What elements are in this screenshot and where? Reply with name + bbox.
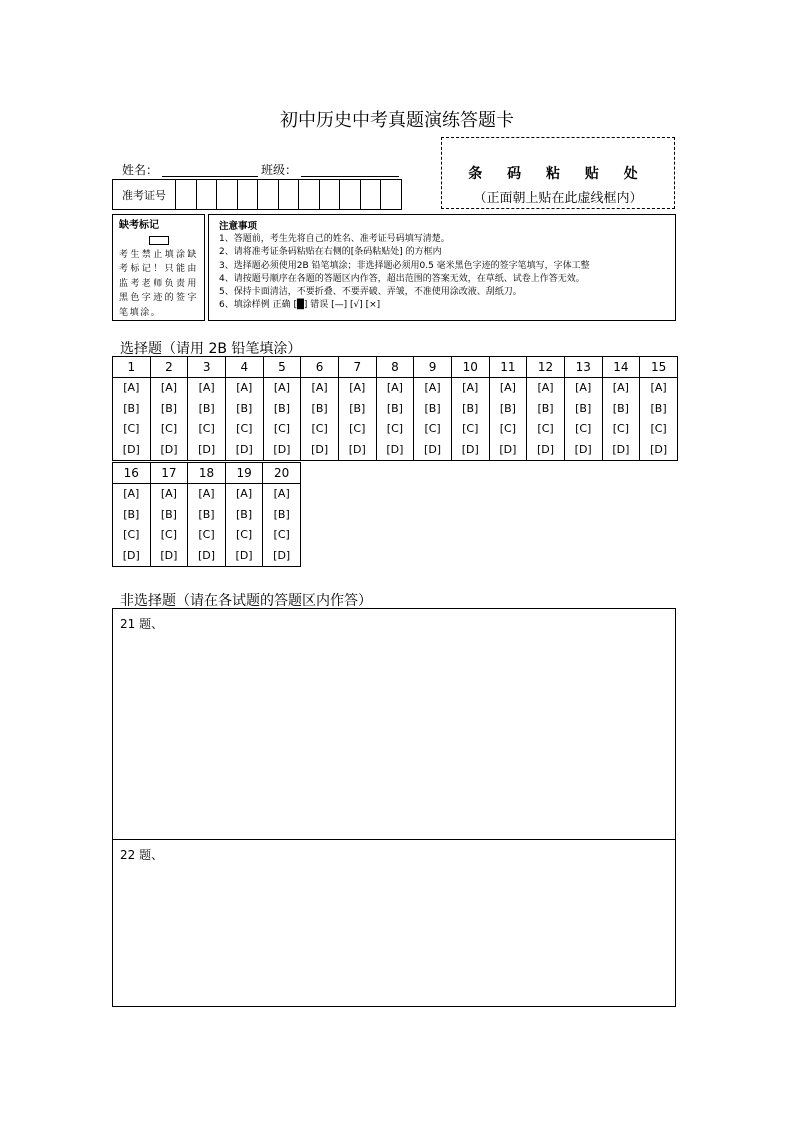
answer-bubble[interactable]: [A] (123, 487, 140, 500)
name-field[interactable] (162, 162, 258, 177)
answer-bubble[interactable]: [D] (197, 548, 216, 562)
answer-bubble[interactable]: [C] (235, 528, 253, 541)
answer-bubble[interactable]: [B] (160, 507, 177, 521)
class-field[interactable] (301, 162, 399, 177)
option-cell (150, 378, 188, 461)
option-cell (564, 378, 602, 461)
barcode-title: 条 码 粘 贴 处 (468, 166, 648, 182)
note-item: 6、填涂样例 正确 [█] 错误 [—] [√] [×] (219, 300, 381, 311)
answer-bubble[interactable]: [B] (198, 401, 215, 415)
class-label: 班级： (261, 163, 298, 177)
answer-bubble[interactable]: [C] (273, 422, 291, 435)
answer-bubble[interactable]: [D] (198, 442, 216, 456)
option-cell (188, 484, 226, 567)
question-number: 6 (301, 357, 339, 378)
answer-bubble[interactable]: [A] (236, 381, 253, 394)
question-number: 2 (150, 357, 188, 378)
answer-bubble[interactable]: [D] (311, 442, 329, 456)
answer-bubble[interactable]: [C] (123, 528, 140, 541)
question-number: 18 (188, 463, 226, 484)
question-number: 14 (602, 357, 640, 378)
name-label: 姓名： (122, 163, 159, 177)
missing-mark-checkbox[interactable] (149, 236, 169, 245)
answer-bubble[interactable]: [A] (462, 381, 479, 394)
option-cell (489, 378, 527, 461)
answer-bubble[interactable]: [A] (424, 381, 441, 394)
exam-id-cell[interactable] (197, 180, 218, 209)
answer-bubble[interactable]: [C] (198, 422, 215, 435)
answer-bubble[interactable]: [C] (612, 422, 629, 435)
exam-id-cell[interactable] (381, 180, 401, 209)
question-number: 10 (451, 357, 489, 378)
option-cell (640, 378, 678, 461)
answer-bubble[interactable]: [D] (574, 442, 592, 456)
question-number: 13 (564, 357, 602, 378)
answer-bubble[interactable]: [B] (386, 401, 403, 415)
question-number: 8 (376, 357, 414, 378)
answer-bubble[interactable]: [A] (273, 381, 290, 394)
barcode-subtitle: （正面朝上贴在此虚线框内） (473, 191, 643, 206)
answer-bubble[interactable]: [C] (198, 528, 215, 541)
question-number: 1 (113, 357, 151, 378)
answer-bubble[interactable]: [D] (650, 442, 668, 456)
option-cell (301, 378, 339, 461)
option-cell (113, 484, 151, 567)
answer-bubble[interactable]: [D] (386, 442, 404, 456)
answer-bubble[interactable]: [A] (575, 381, 592, 394)
missing-mark-heading: 缺考标记 (119, 220, 159, 231)
answer-bubble[interactable]: [B] (650, 401, 667, 415)
answer-bubble[interactable]: [B] (236, 507, 253, 521)
answer-bubble[interactable]: [D] (461, 442, 479, 456)
answer-bubble[interactable]: [A] (198, 381, 215, 394)
question-22-label: 22 题、 (120, 848, 164, 862)
option-cell (602, 378, 640, 461)
exam-id-cell[interactable] (279, 180, 300, 209)
answer-bubble[interactable]: [C] (499, 422, 517, 435)
choice-grid-2 (112, 462, 301, 567)
answer-bubble[interactable]: [C] (575, 422, 592, 435)
question-number: 7 (338, 357, 376, 378)
option-cell (527, 378, 565, 461)
answer-bubble[interactable]: [C] (123, 422, 140, 435)
exam-id-cell[interactable] (340, 180, 361, 209)
answer-bubble[interactable]: [C] (650, 422, 667, 435)
answer-bubble[interactable]: [D] (273, 442, 291, 456)
exam-id-cell[interactable] (361, 180, 382, 209)
option-cell (414, 378, 452, 461)
option-cell (188, 378, 226, 461)
answer-bubble[interactable]: [A] (123, 381, 140, 394)
note-item: 5、保持卡面清洁，不要折叠、不要弄破、弄皱，不准使用涂改液、刮纸刀。 (219, 287, 522, 298)
answer-bubble[interactable]: [A] (349, 381, 366, 394)
answer-bubble[interactable]: [D] (160, 442, 178, 456)
question-number: 5 (263, 357, 301, 378)
answer-bubble[interactable]: [C] (462, 422, 479, 435)
question-21-label: 21 题、 (120, 617, 164, 631)
answer-bubble[interactable]: [B] (537, 401, 554, 415)
answer-bubble[interactable]: [C] (236, 422, 253, 435)
answer-bubble[interactable]: [C] (311, 422, 328, 435)
question-number: 16 (113, 463, 151, 484)
barcode-area (441, 137, 675, 209)
note-item: 3、选择题必须使用2B 铅笔填涂；非选择题必须用0.5 毫米黑色字迹的签字笔填写，字体工整 (219, 260, 590, 271)
answer-bubble[interactable]: [D] (273, 548, 291, 562)
answer-bubble[interactable]: [B] (462, 401, 479, 415)
answer-bubble[interactable]: [A] (160, 487, 177, 500)
missing-mark-box (112, 214, 205, 321)
missing-mark-text: 考生禁止填涂缺考标记！只能由监考老师负责用黑色字迹的签字笔填涂。 (119, 249, 198, 318)
option-cell (338, 378, 376, 461)
answer-bubble[interactable]: [B] (273, 401, 291, 415)
option-cell (113, 378, 151, 461)
exam-id-cell[interactable] (217, 180, 238, 209)
option-cell (225, 378, 263, 461)
answer-bubble[interactable]: [A] (650, 381, 667, 394)
exam-id-cell[interactable] (176, 180, 197, 209)
exam-id-cell[interactable] (238, 180, 259, 209)
answer-bubble[interactable]: [B] (499, 401, 516, 415)
question-number: 3 (188, 357, 226, 378)
option-cell (263, 484, 301, 567)
exam-id-cell[interactable] (299, 180, 320, 209)
answer-bubble[interactable]: [C] (160, 422, 178, 435)
answer-bubble[interactable]: [B] (575, 401, 592, 415)
answer-bubble[interactable]: [D] (424, 442, 442, 456)
answer-bubble[interactable]: [A] (198, 487, 215, 500)
answer-bubble[interactable]: [A] (537, 381, 554, 394)
answer-bubble[interactable]: [D] (612, 442, 630, 456)
answer-bubble[interactable]: [D] (122, 548, 140, 562)
answer-bubble[interactable]: [D] (537, 442, 555, 456)
choice-section-title: 选择题（请用 2B 铅笔填涂） (120, 341, 302, 357)
question-number: 20 (263, 463, 301, 484)
nonchoice-section-title: 非选择题（请在各试题的答题区内作答） (120, 593, 372, 609)
note-item: 4、请按题号顺序在各题的答题区内作答，超出范围的答案无效，在草纸、试卷上作答无效。 (219, 273, 585, 284)
answer-bubble[interactable]: [B] (123, 507, 140, 521)
answer-bubble[interactable]: [B] (236, 401, 253, 415)
answer-bubble[interactable]: [D] (499, 442, 517, 456)
answer-bubble[interactable]: [A] (499, 381, 516, 394)
answer-bubble[interactable]: [D] (235, 442, 253, 456)
answer-bubble[interactable]: [C] (386, 422, 404, 435)
note-item: 2、请将准考证条码粘贴在右侧的[条码粘贴处] 的方框内 (219, 247, 442, 258)
exam-id-box (112, 179, 402, 210)
answer-bubble[interactable]: [A] (236, 487, 253, 500)
answer-bubble[interactable]: [D] (160, 548, 178, 562)
answer-bubble[interactable]: [A] (386, 381, 403, 394)
answer-bubble[interactable]: [C] (537, 422, 554, 435)
option-cell (225, 484, 263, 567)
option-cell (451, 378, 489, 461)
answer-bubble[interactable]: [B] (311, 401, 328, 415)
answer-bubble[interactable]: [A] (311, 381, 328, 394)
option-cell (263, 378, 301, 461)
answer-bubble[interactable]: [B] (198, 507, 215, 521)
answer-bubble[interactable]: [D] (122, 442, 140, 456)
question-number: 9 (414, 357, 452, 378)
answer-bubble[interactable]: [B] (612, 401, 629, 415)
notes-box (208, 214, 676, 321)
notes-heading: 注意事项 (219, 221, 258, 232)
answer-area-21[interactable] (112, 608, 676, 840)
question-number: 17 (150, 463, 188, 484)
note-item: 1、答题前，考生先将自己的姓名、准考证号码填写清楚。 (219, 234, 450, 245)
answer-bubble[interactable]: [B] (424, 401, 441, 415)
answer-area-22[interactable] (112, 839, 676, 1007)
answer-bubble[interactable]: [B] (160, 401, 178, 415)
answer-bubble[interactable]: [C] (349, 422, 366, 435)
exam-id-cell[interactable] (258, 180, 279, 209)
question-number: 19 (225, 463, 263, 484)
answer-bubble[interactable]: [D] (235, 548, 253, 562)
answer-bubble[interactable]: [A] (612, 381, 629, 394)
choice-grid-1 (112, 356, 678, 461)
answer-bubble[interactable]: [A] (160, 381, 178, 394)
answer-bubble[interactable]: [A] (273, 487, 290, 500)
question-number: 12 (527, 357, 565, 378)
answer-bubble[interactable]: [C] (273, 528, 290, 541)
answer-bubble[interactable]: [D] (348, 442, 366, 456)
answer-bubble[interactable]: [B] (349, 401, 366, 415)
page-title: 初中历史中考真题演练答题卡 (280, 110, 514, 131)
exam-id-cell[interactable] (320, 180, 341, 209)
exam-id-label: 准考证号 (113, 180, 176, 209)
answer-bubble[interactable]: [C] (424, 422, 441, 435)
option-cell (150, 484, 188, 567)
question-number: 15 (640, 357, 678, 378)
question-number: 11 (489, 357, 527, 378)
answer-bubble[interactable]: [C] (160, 528, 178, 541)
answer-bubble[interactable]: [B] (123, 401, 140, 415)
option-cell (376, 378, 414, 461)
answer-bubble[interactable]: [B] (273, 507, 290, 521)
question-number: 4 (225, 357, 263, 378)
